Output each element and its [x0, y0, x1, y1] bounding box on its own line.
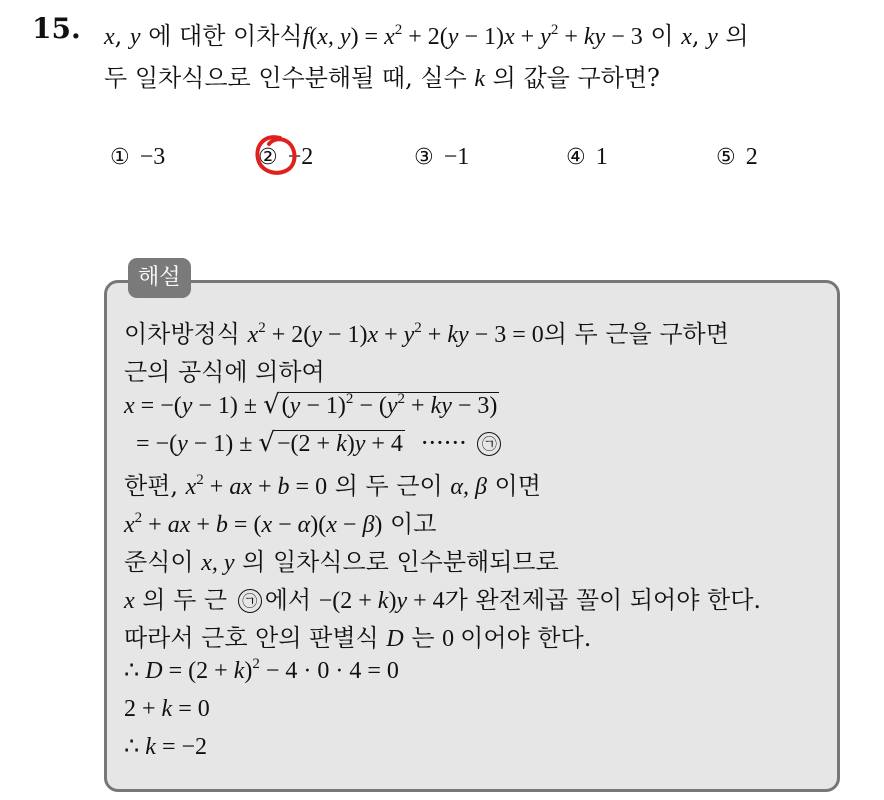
- question-phrase-3: 의: [717, 22, 749, 50]
- solution-line-2: 근의 공식에 의하여: [124, 358, 325, 386]
- var-x: x: [104, 24, 115, 50]
- question-number: 15.: [32, 12, 81, 45]
- solution-line-1: 이차방정식 $x^2 + 2(y - 1)x + y^2$ + ky − 3 = 0의 두 근을 구하면: [124, 320, 729, 348]
- solution-line-12: ∴ k = −2: [124, 734, 208, 760]
- solution-line-10: ∴ $D = (2 + k)^2 - 4 \cdot 0 \cdot 4 = 0$: [124, 656, 399, 684]
- choice-3[interactable]: ③ −1: [414, 144, 470, 170]
- choice-5[interactable]: ⑤ 2: [716, 144, 758, 170]
- question-text-line2: 두 일차식으로 인수분해될 때, 실수 k 의 값을 구하면?: [104, 64, 660, 92]
- question-text-line1: x, y 에 대한 이차식f(x, $y) = x^2 + 2(y - 1)x + y^2$ + ky − 3 이 x, y 의: [104, 22, 749, 50]
- var-k: k: [474, 66, 486, 92]
- question-phrase-2: 이: [642, 22, 682, 50]
- question-phrase: 에 대한 이차식: [140, 22, 303, 50]
- solution-line-11: 2 + k = 0: [124, 696, 210, 722]
- solution-line-8: x 의 두 근 ㉠ 에서 −(2 + k)y + 4가 완전제곱 꼴이 되어야 한다.: [124, 586, 762, 614]
- var-y: y: [129, 24, 141, 50]
- choice-2[interactable]: ② −2: [258, 144, 314, 170]
- solution-tag: 해설: [128, 258, 191, 298]
- circle-mark-ref: ㉠: [238, 589, 262, 613]
- solution-line-9: 따라서 근호 안의 판별식 D 는 0 이어야 한다.: [124, 624, 592, 652]
- choice-4[interactable]: ④ 1: [566, 144, 608, 170]
- circle-mark: ㉠: [477, 432, 501, 456]
- solution-line-3: $x = -(y - 1) \pm √(y - 1)^2 - (y^2$ + ky − 3): [124, 390, 498, 420]
- choice-1[interactable]: ① −3: [110, 144, 166, 170]
- solution-line-7: 준식이 x, y 의 일차식으로 인수분해되므로: [124, 548, 559, 576]
- solution-line-5: 한편, $x^2$ + ax + b = 0 의 두 근이 α, β 이면: [124, 472, 541, 500]
- solution-line-4: = −(y − 1) ± √−(2 + k)y + 4 ······ ㉠: [136, 428, 504, 458]
- function-expression: f(x, $y) = x^2 + 2(y - 1)x + y^2$ + ky − 3: [302, 22, 643, 50]
- solution-line-6: $x^2$ + ax + b = (x − α)(x − β) 이고: [124, 510, 437, 538]
- answer-choices: [0, 142, 884, 182]
